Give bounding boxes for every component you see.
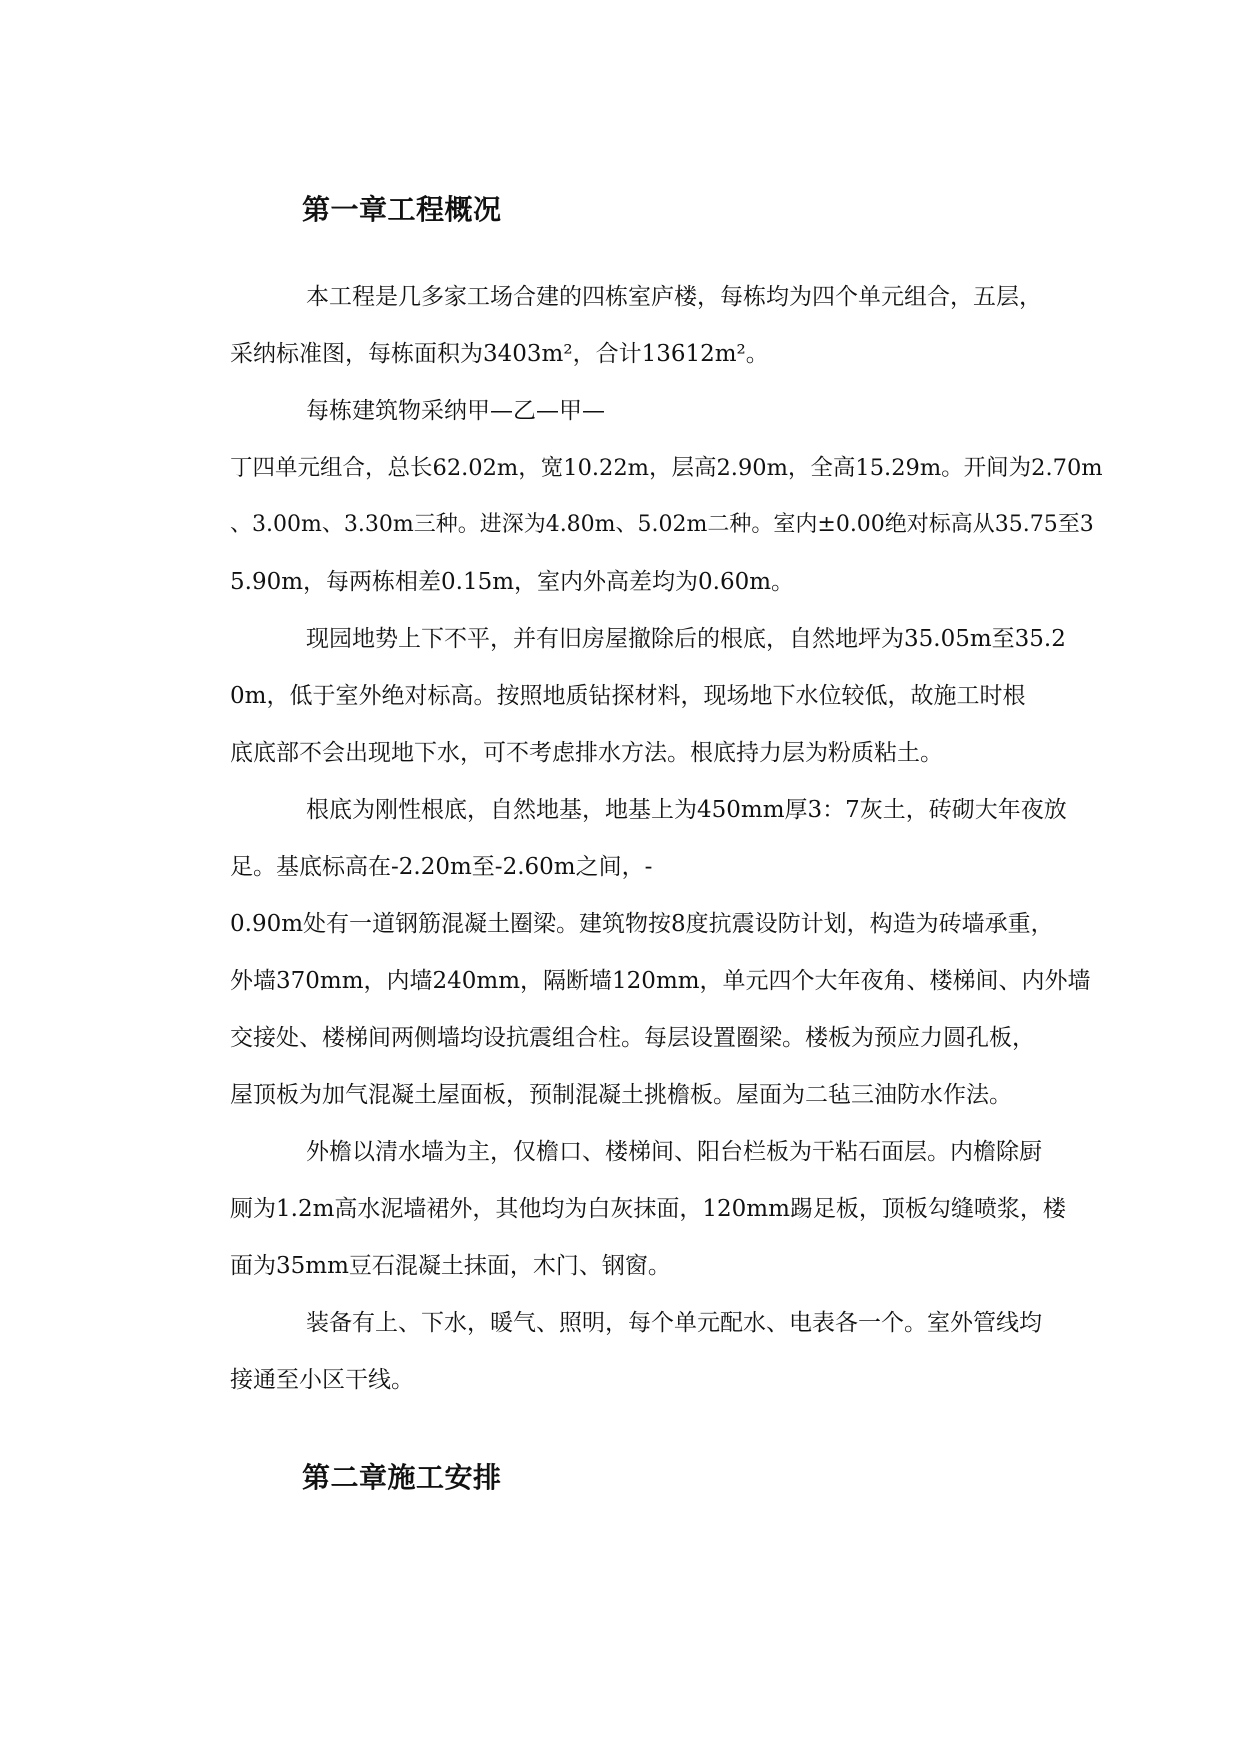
paragraph-5-line-2: 厕为1.2m高水泥墙裙外，其他均为白灰抹面，120mm踢足板，顶板勾缝喷浆，楼	[230, 1196, 1066, 1222]
paragraph-4-line-4: 外墙370mm，内墙240mm，隔断墙120mm，单元四个大年夜角、楼梯间、内外墙	[230, 968, 1091, 994]
paragraph-4-line-5: 交接处、楼梯间两侧墙均设抗震组合柱。每层设置圈梁。楼板为预应力圆孔板，	[230, 1025, 1035, 1051]
paragraph-1-line-1: 本工程是几多家工场合建的四栋室庐楼，每栋均为四个单元组合，五层，	[306, 284, 1042, 310]
paragraph-2-line-3: 、3.00m、3.30m三种。进深为4.80m、5.02m二种。室内±0.00绝对标高从35.75至3	[230, 512, 1094, 537]
paragraph-4-line-2: 足。基底标高在-2.20m至-2.60m之间，-	[230, 854, 653, 880]
chapter-1-heading: 第一章工程概况	[302, 193, 502, 226]
paragraph-5-line-1: 外檐以清水墙为主，仅檐口、楼梯间、阳台栏板为干粘石面层。内檐除厨	[306, 1139, 1042, 1165]
paragraph-2-line-4: 5.90m，每两栋相差0.15m，室内外高差均为0.60m。	[230, 569, 795, 595]
paragraph-1-line-2: 采纳标准图，每栋面积为3403m²，合计13612m²。	[230, 341, 769, 367]
paragraph-6-line-2: 接通至小区干线。	[230, 1367, 414, 1393]
paragraph-3-line-1: 现园地势上下不平，并有旧房屋撤除后的根底，自然地坪为35.05m至35.2	[306, 626, 1066, 652]
paragraph-4-line-6: 屋顶板为加气混凝土屋面板，预制混凝土挑檐板。屋面为二毡三油防水作法。	[230, 1082, 1012, 1108]
chapter-2-heading: 第二章施工安排	[302, 1461, 502, 1494]
paragraph-3-line-2: 0m，低于室外绝对标高。按照地质钻探材料，现场地下水位较低，故施工时根	[230, 683, 1026, 709]
paragraph-4-line-1: 根底为刚性根底，自然地基，地基上为450mm厚3：7灰土，砖砌大年夜放	[306, 797, 1067, 823]
paragraph-2-line-1: 每栋建筑物采纳甲—乙—甲—	[306, 398, 605, 424]
paragraph-5-line-3: 面为35mm豆石混凝土抹面，木门、钢窗。	[230, 1253, 671, 1279]
paragraph-3-line-3: 底底部不会出现地下水，可不考虑排水方法。根底持力层为粉质粘土。	[230, 740, 943, 766]
paragraph-4-line-3: 0.90m处有一道钢筋混凝土圈梁。建筑物按8度抗震设防计划，构造为砖墙承重，	[230, 911, 1054, 937]
paragraph-6-line-1: 装备有上、下水，暖气、照明，每个单元配水、电表各一个。室外管线均	[306, 1310, 1042, 1336]
paragraph-2-line-2: 丁四单元组合，总长62.02m，宽10.22m，层高2.90m，全高15.29m。开间为2.70m	[230, 455, 1103, 481]
